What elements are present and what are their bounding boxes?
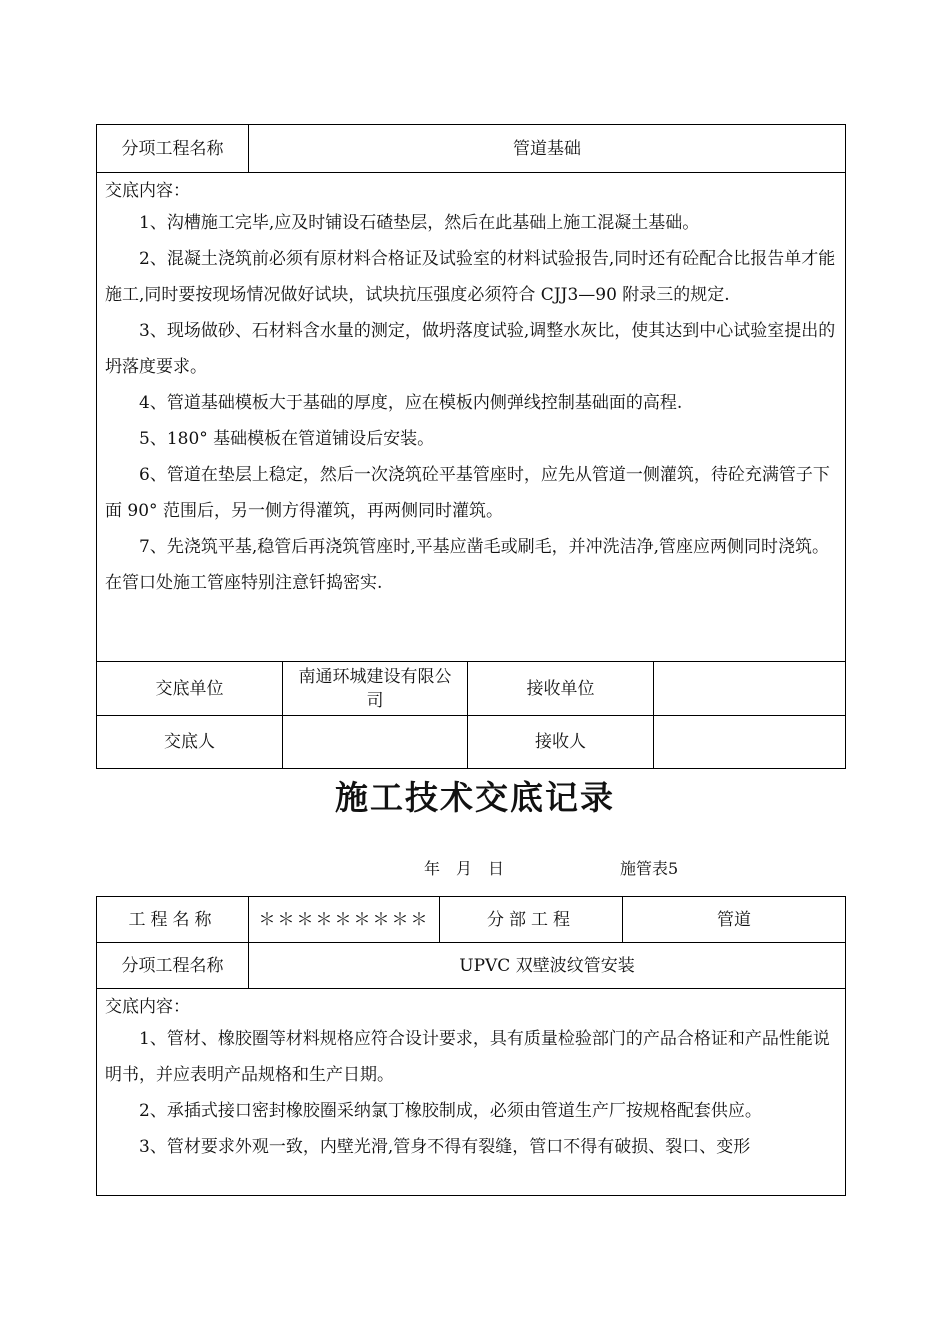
unit-row: [97, 662, 845, 716]
paragraph-1: 1、沟槽施工完毕,应及时铺设石碴垫层，然后在此基础上施工混凝土基础。: [139, 213, 700, 233]
receiver-unit-value: [654, 662, 845, 715]
project-row: [97, 897, 845, 943]
division-value: 管道: [717, 909, 751, 930]
paragraph-5: 5、180° 基础模板在管道铺设后安装。: [139, 429, 435, 449]
subitem-label-2: 分项工程名称: [97, 943, 249, 988]
issuer-person-value: [283, 716, 468, 768]
content-label: 交底内容：: [105, 181, 190, 201]
paragraph-2: 2、混凝土浇筑前必须有原材料合格证及试验室的材料试验报告,同时还有砼配合比报告单才能施工,同时要按现场情况做好试块，试块抗压强度必须符合 CJJ3—90 附录三的规定.: [105, 249, 836, 305]
paragraph-2-1: 1、管材、橡胶圈等材料规格应符合设计要求，具有质量检验部门的产品合格证和产品性能说明书，并应表明产品规格和生产日期。: [105, 1029, 830, 1085]
subitem-value: 管道基础: [513, 138, 581, 159]
briefing-content: [97, 173, 845, 601]
subitem-row-2: [97, 943, 845, 989]
issuer-person-label: 交底人: [97, 716, 283, 768]
content-row: [97, 173, 845, 662]
subitem-row: [97, 125, 845, 173]
page-title: 施工技术交底记录: [335, 778, 615, 817]
content-label-2: 交底内容：: [105, 997, 190, 1017]
paragraph-4: 4、管道基础模板大于基础的厚度，应在模板内侧弹线控制基础面的高程.: [139, 393, 683, 413]
issuer-unit-value: 南通环城建设有限公司: [283, 662, 468, 715]
person-row: [97, 716, 845, 768]
content-row-2: [97, 989, 845, 1195]
subitem-label: 分项工程名称: [97, 125, 249, 172]
date-label: 年 月 日: [424, 859, 505, 878]
subitem-value-2: UPVC 双壁波纹管安装: [459, 955, 635, 976]
briefing-content-2: [97, 989, 845, 1165]
receiver-unit-label: 接收单位: [468, 662, 654, 715]
paragraph-7: 7、先浇筑平基,稳管后再浇筑管座时,平基应凿毛或刷毛，并冲洗洁净,管座应两侧同时浇筑。在管口处施工管座特别注意钎捣密实.: [105, 537, 830, 593]
paragraph-3: 3、现场做砂、石材料含水量的测定，做坍落度试验,调整水灰比，使其达到中心试验室提出的坍落度要求。: [105, 321, 836, 377]
paragraph-2-2: 2、承插式接口密封橡胶圈采纳氯丁橡胶制成，必须由管道生产厂按规格配套供应。: [139, 1101, 762, 1121]
technical-briefing-table-2: [96, 896, 846, 1196]
division-label: 分部工程: [440, 897, 623, 942]
form-code: 施管表5: [620, 859, 679, 878]
paragraph-2-3: 3、管材要求外观一致，内壁光滑,管身不得有裂缝，管口不得有破损、裂口、变形: [139, 1137, 751, 1157]
issuer-unit-label: 交底单位: [97, 662, 283, 715]
receiver-person-value: [654, 716, 845, 768]
project-label: 工程名称: [97, 897, 249, 942]
project-value: ＊＊＊＊＊＊＊＊＊: [249, 897, 440, 942]
paragraph-6: 6、管道在垫层上稳定，然后一次浇筑砼平基管座时，应先从管道一侧灌筑，待砼充满管子下面 90° 范围后，另一侧方得灌筑，再两侧同时灌筑。: [105, 465, 830, 521]
receiver-person-label: 接收人: [468, 716, 654, 768]
technical-briefing-table-1: [96, 124, 846, 769]
